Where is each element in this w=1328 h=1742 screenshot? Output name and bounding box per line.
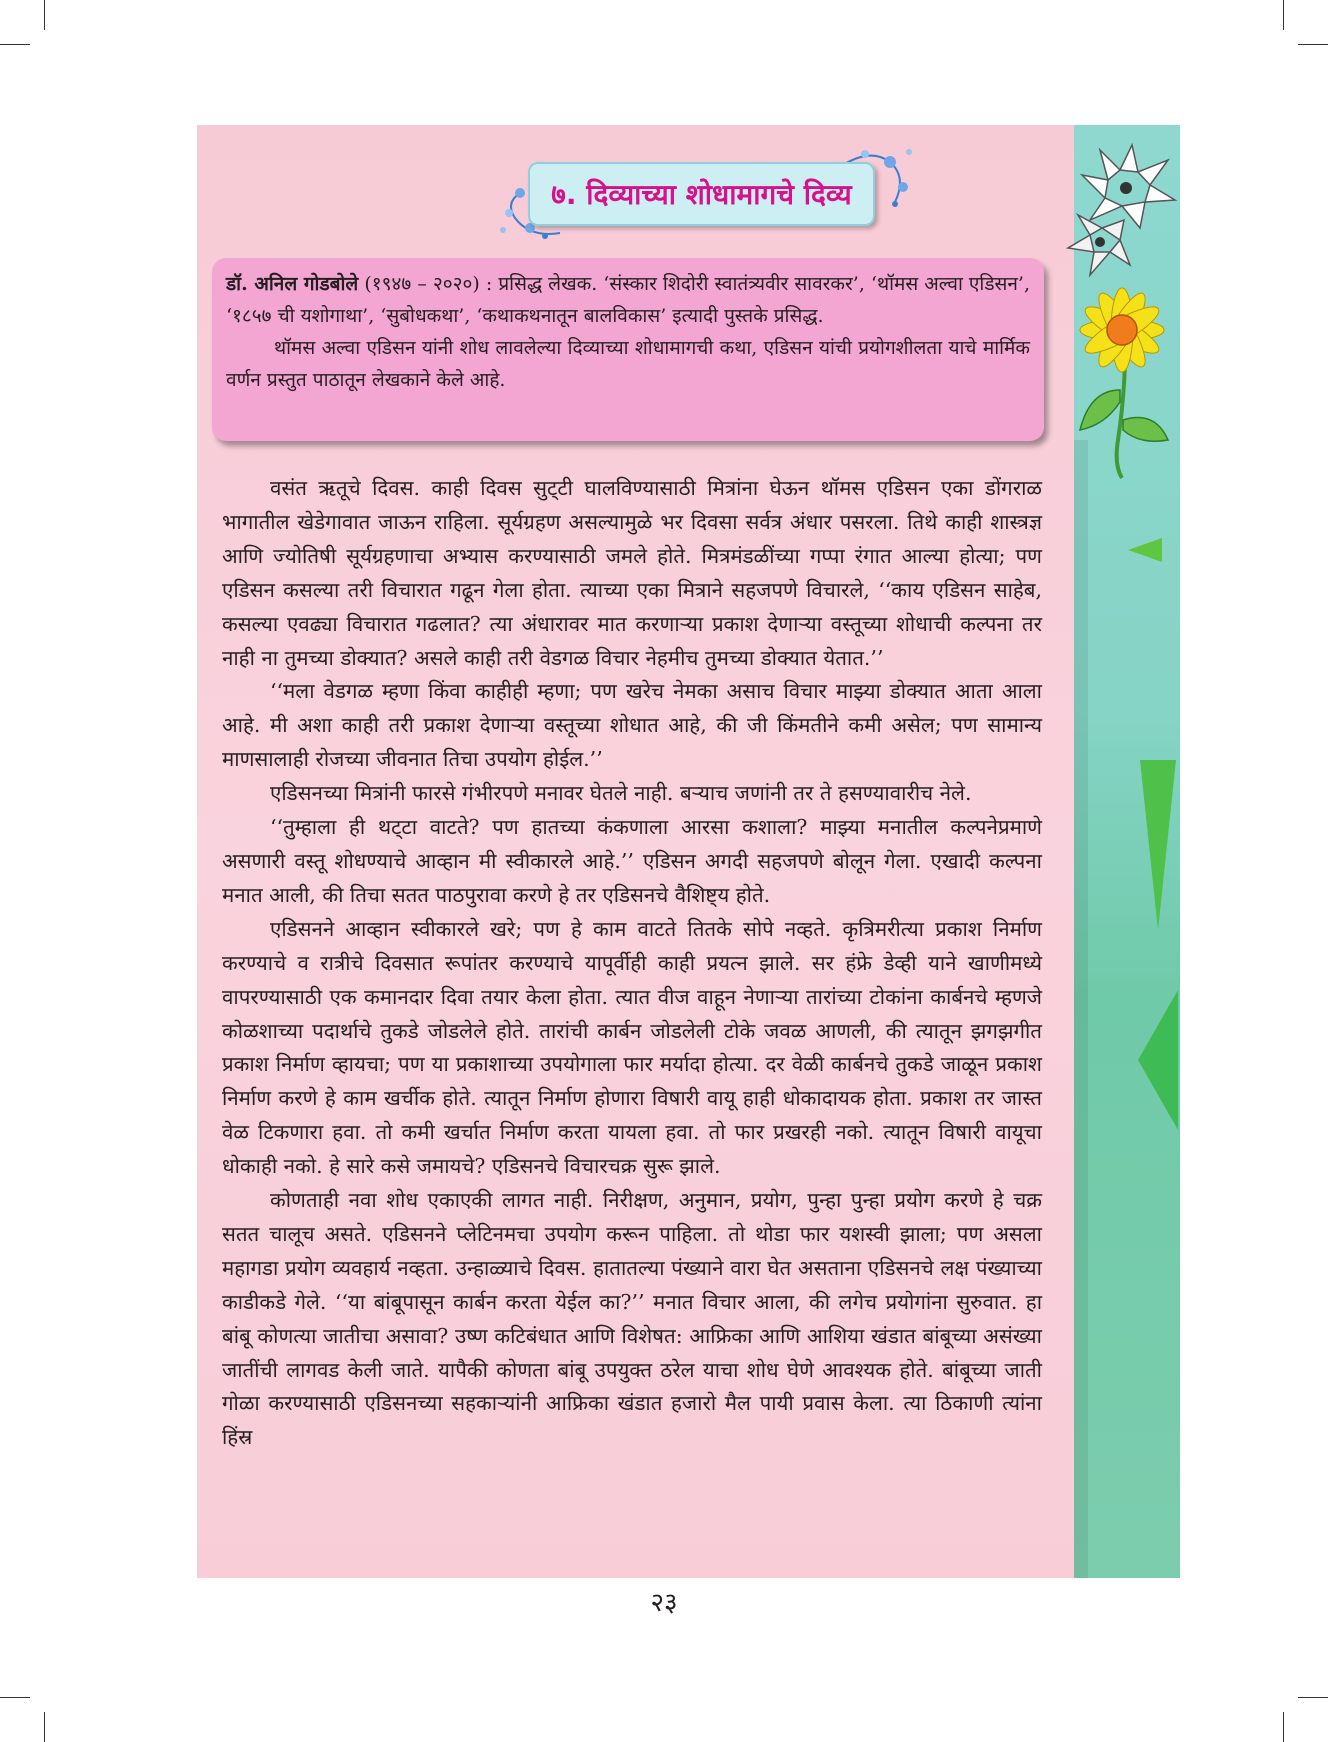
triangle-decoration (1138, 990, 1178, 1130)
author-info-box (212, 258, 1044, 441)
author-bio-text: (१९४७ – २०२०) : प्रसिद्ध लेखक. ‘संस्कार शिदोरी स्वातंत्र्यवीर सावरकर’, ‘थॉमस अल्वा एडिसन’, ‘१८५७ ची यशोगाथा’, ‘सुबोधकथा’, ‘कथाकथनातून बालविकास’ इत्यादी पुस्तके प्रसिद्ध. (226, 273, 1030, 327)
side-band-shadow (1074, 440, 1088, 1578)
author-name: डॉ. अनिल गोडबोले (226, 273, 359, 295)
paragraph: कोणताही नवा शोध एकाएकी लागत नाही. निरीक्षण, अनुमान, प्रयोग, पुन्हा पुन्हा प्रयोग करणे हे चक्र सतत चालूच असते. एडिसनने प्लेटिनमचा उपयोग करून पाहिला. तो थोडा फार यशस्वी झाला; पण असला महागडा प्रयोग व्यवहार्य नव्हता. उन्हाळ्याचे दिवस. हातातल्या पंख्याने वारा घेत असताना एडिसनचे लक्ष पंख्याच्या काडीकडे गेले. ‘‘या बांबूपासून कार्बन करता येईल का?’’ मनात विचार आला, की लगेच प्रयोगांना सुरुवात. हा बांबू कोणत्या जातीचा असावा? उष्ण कटिबंधात आणि विशेषत: आफ्रिका आणि आशिया खंडात बांबूच्या असंख्या जातींची लागवड केली जाते. यापैकी कोणता बांबू उपयुक्त ठरेल याचा शोध घेणे आवश्यक होते. बांबूच्या जाती गोळा करण्यासाठी एडिसनच्या सहकाऱ्यांनी आफ्रिका खंडात हजारो मैल पायी प्रवास केला. त्या ठिकाणी त्यांना हिंस्र (222, 1188, 1042, 1450)
crop-mark (1283, 1712, 1284, 1742)
triangle-decoration (1140, 760, 1176, 930)
triangle-decoration (1128, 538, 1162, 562)
paragraph: एडिसनने आव्हान स्वीकारले खरे; पण हे काम वाटते तितके सोपे नव्हते. कृत्रिमरीत्या प्रकाश निर्माण करण्याचे व रात्रीचे दिवसात रूपांतर करण्याचे यापूर्वीही काही प्रयत्न झाले. सर हंफ्रे डेव्ही याने खाणीमध्ये वापरण्यासाठी एक कमानदार दिवा तयार केला होता. त्यात वीज वाहून नेणाऱ्या तारांच्या टोकांना कार्बनचे म्हणजे कोळशाच्या पदार्थाचे तुकडे जोडलेले होते. तारांची कार्बन जोडलेली टोके जवळ आणली, की त्यातून झगझगीत प्रकाश निर्माण व्हायचा; पण या प्रकाशाच्या उपयोगाला फार मर्यादा होत्या. दर वेळी कार्बनचे तुकडे जाळून प्रकाश निर्माण करणे हे काम खर्चीक होते. त्यातून निर्माण होणारा विषारी वायू हाही धोकादायक होता. प्रकाश तर जास्त वेळ टिकणारा हवा. तो कमी खर्चात निर्माण करता यायला हवा. तो फार प्रखरही नको. त्यातून विषारी वायूचा धोकाही नको. हे सारे कसे जमायचे? एडिसनचे विचारचक्र सुरू झाले. (222, 916, 1042, 1179)
chapter-title: ७. दिव्याच्या शोधामागचे दिव्य (551, 178, 852, 211)
crop-mark (1298, 1697, 1328, 1698)
crop-mark (44, 0, 45, 30)
author-bio (226, 268, 1030, 332)
paragraph: ‘‘तुम्हाला ही थट्‌टा वाटते? पण हातच्या कंकणाला आरसा कशाला? माझ्या मनातील कल्पनेप्रमाणे असणारी वस्तू शोधण्याचे आव्हान मी स्वीकारले आहे.’’ एडिसन अगदी सहजपणे बोलून गेला. एखादी कल्पना मनात आली, की तिचा सतत पाठपुरावा करणे हे तर एडिसनचे वैशिष्ट्य होते. (222, 815, 1042, 907)
lesson-summary: थॉमस अल्वा एडिसन यांनी शोध लावलेल्या दिव्याच्या शोधामागची कथा, एडिसन यांची प्रयोगशीलता याचे मार्मिक वर्णन प्रस्तुत पाठातून लेखकाने केले आहे. (226, 337, 1030, 391)
flower-illustration (1060, 140, 1180, 480)
story-body (222, 472, 1042, 1455)
crop-mark (1298, 44, 1328, 45)
paragraph: वसंत ऋतूचे दिवस. काही दिवस सुट्‌टी घालविण्यासाठी मित्रांना घेऊन थॉमस एडिसन एका डोंगराळ भागातील खेडेगावात जाऊन राहिला. सूर्यग्रहण असल्यामुळे भर दिवसा सर्वत्र अंधार पसरला. तिथे काही शास्त्रज्ञ आणि ज्योतिषी सूर्यग्रहणाचा अभ्यास करण्यासाठी जमले होते. मित्रमंडळींच्या गप्पा रंगात आल्या होत्या; पण एडिसन कसल्या तरी विचारात गढून गेला होता. त्याच्या एका मित्राने सहजपणे विचारले, ‘‘काय एडिसन साहेब, कसल्या एवढ्या विचारात गढलात? त्या अंधारावर मात करणाऱ्या प्रकाश देणाऱ्या वस्तूच्या शोधाची कल्पना तर नाही ना तुमच्या डोक्यात? असले काही तरी वेडगळ विचार नेहमीच तुमच्या डोक्यात येतात.’’ (222, 476, 1042, 670)
paragraph: ‘‘मला वेडगळ म्हणा किंवा काहीही म्हणा; पण खरेच नेमका असाच विचार माझ्या डोक्यात आता आला आहे. मी अशा काही तरी प्रकाश देणाऱ्या वस्तूच्या शोधात आहे, की जी किंमतीने कमी असेल; पण सामान्य माणसालाही रोजच्या जीवनात तिचा उपयोग होईल.’’ (222, 679, 1042, 772)
crop-mark (0, 1697, 30, 1698)
crop-mark (0, 44, 30, 45)
chapter-title-box (528, 162, 875, 226)
paragraph: एडिसनच्या मित्रांनी फारसे गंभीरपणे मनावर घेतले नाही. बऱ्याच जणांनी तर ते हसण्यावारीच नेले. (270, 781, 972, 806)
crop-mark (44, 1712, 45, 1742)
crop-mark (1283, 0, 1284, 30)
page-number: २३ (650, 1588, 678, 1618)
